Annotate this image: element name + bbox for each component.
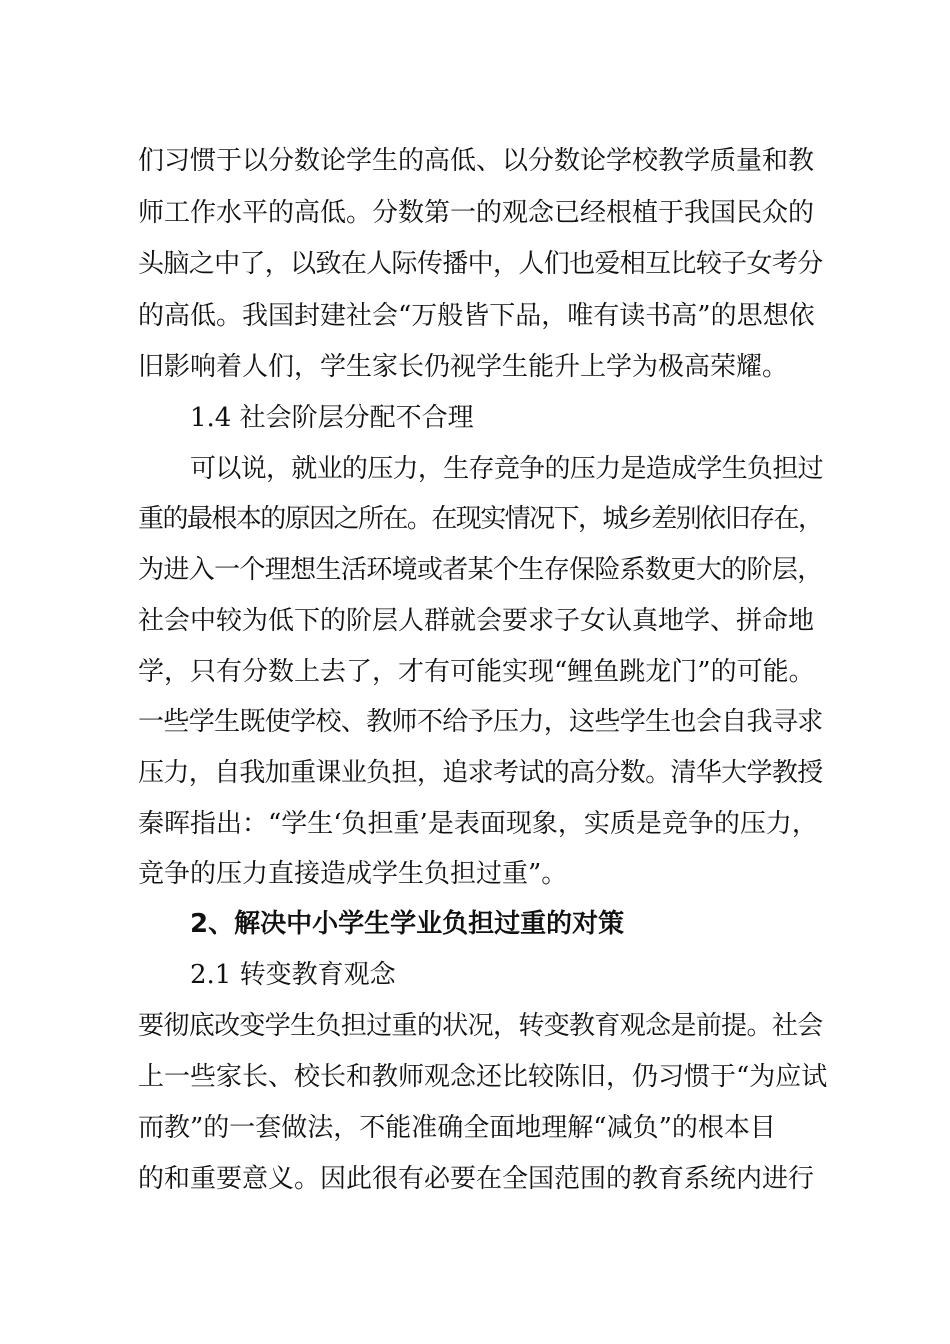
paragraph-line: 的和重要意义。因此很有必要在全国范围的教育系统内进行 [138, 1164, 815, 1194]
section-heading-2: 2、解决中小学生学业负担过重的对策 [190, 909, 625, 939]
paragraph-line: 的高低。我国封建社会“万般皆下品，唯有读书高”的思想依 [138, 301, 815, 331]
paragraph-line: 压力，自我加重课业负担，追求考试的高分数。清华大学教授 [138, 758, 823, 788]
paragraph-line: 头脑之中了，以致在人际传播中，人们也爱相互比较子女考分 [138, 249, 823, 279]
paragraph-line: 要彻底改变学生负担过重的状况，转变教育观念是前提。社会 [138, 1011, 823, 1041]
paragraph-line: 旧影响着人们，学生家长仍视学生能升上学为极高荣耀。 [138, 352, 789, 382]
paragraph-line: 秦晖指出：“学生‘负担重’是表面现象，实质是竞争的压力， [138, 809, 818, 839]
paragraph-line: 社会中较为低下的阶层人群就会要求子女认真地学、拼命地 [138, 606, 815, 636]
paragraph-line: 一些学生既使学校、教师不给予压力，这些学生也会自我寻求 [138, 707, 823, 737]
paragraph-line: 可以说，就业的压力，生存竞争的压力是造成学生负担过 [190, 454, 824, 484]
section-heading-1-4: 1.4 社会阶层分配不合理 [190, 403, 474, 433]
paragraph-line: 师工作水平的高低。分数第一的观念已经根植于我国民众的 [138, 198, 815, 228]
paragraph-line: 学，只有分数上去了，才有可能实现“鲤鱼跳龙门”的可能。 [138, 657, 815, 687]
paragraph-line: 为进入一个理想生活环境或者某个生存保险系数更大的阶层， [138, 555, 823, 585]
paragraph-line: 竞争的压力直接造成学生负担过重”。 [138, 859, 568, 889]
paragraph-line: 们习惯于以分数论学生的高低、以分数论学校教学质量和教 [138, 146, 815, 176]
paragraph-line: 重的最根本的原因之所在。在现实情况下，城乡差别依旧存在， [138, 504, 823, 534]
paragraph-line: 而教”的一套做法，不能准确全面地理解“减负”的根本目 [138, 1113, 776, 1143]
paragraph-line: 上一些家长、校长和教师观念还比较陈旧，仍习惯于“为应试 [138, 1062, 828, 1092]
section-heading-2-1: 2.1 转变教育观念 [190, 960, 396, 990]
